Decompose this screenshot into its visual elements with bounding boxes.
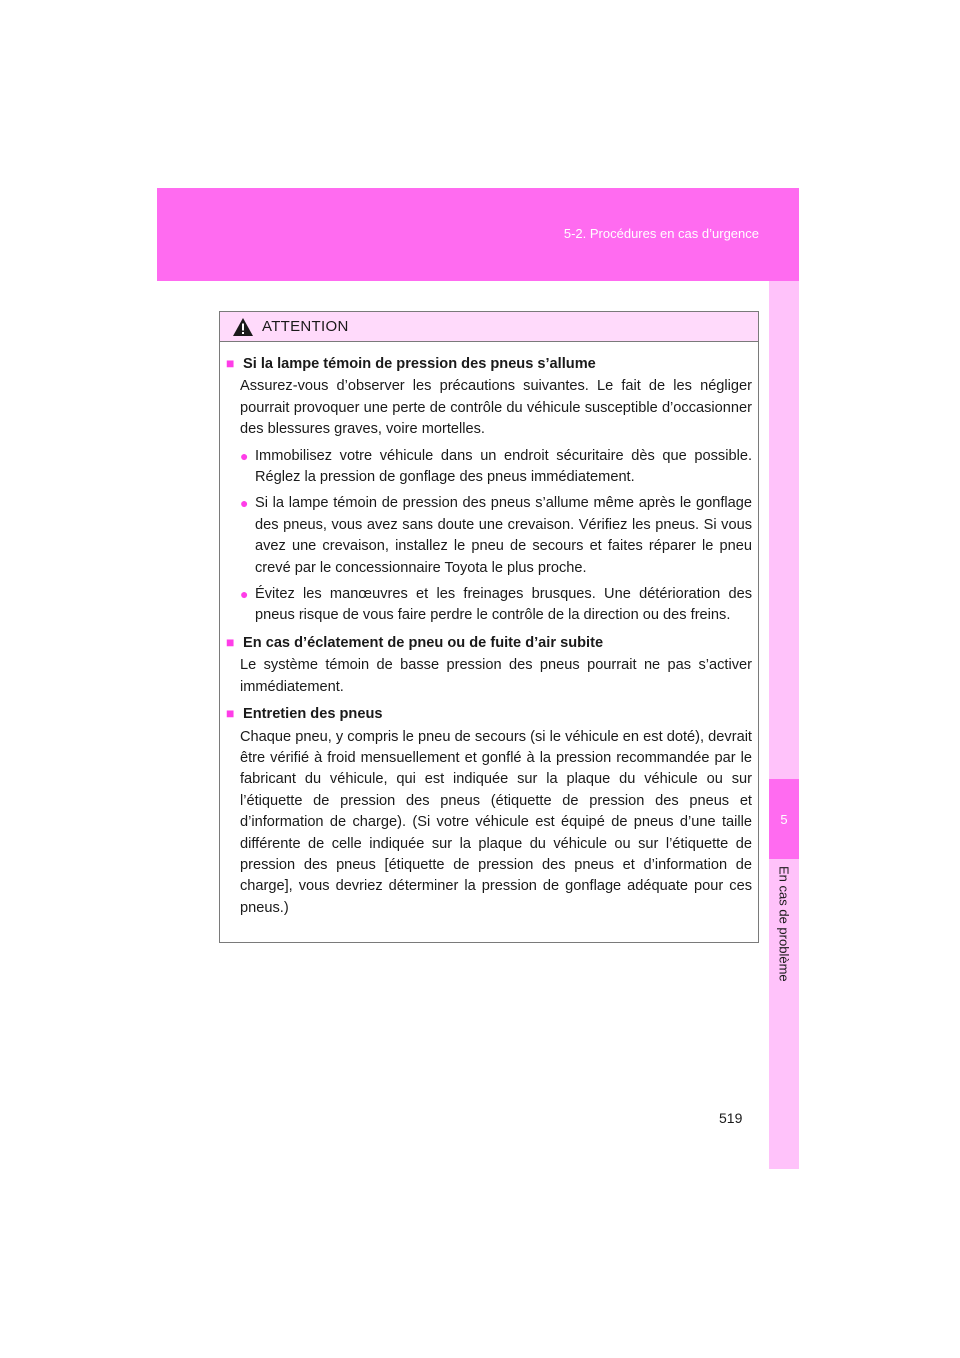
list-item [226,446,752,489]
section-title [226,353,752,375]
section-header: 5-2. Procédures en cas d’urgence [563,226,759,241]
square-bullet-icon: ■ [226,705,235,722]
warning-header [220,312,758,342]
square-bullet-icon: ■ [226,355,235,371]
section-paragraph: Assurez-vous d’observer les précautions suivantes. Le fait de les négliger pourrait provoquer une perte de contrôle du véhicule susceptible d’occasionner des blessures graves, voire mortelles. [240,378,752,438]
list-item [226,493,752,579]
section-paragraph: Le système témoin de basse pression des pneus pourrait ne pas s’activer immédiatement. [240,657,752,695]
warning-label: ATTENTION [262,318,349,335]
circle-bullet-icon: ● [240,586,249,603]
warning-triangle-icon [232,317,254,337]
section-title [226,703,752,725]
section-title-text: En cas d’éclatement de pneu ou de fuite d’air subite [243,634,604,651]
chapter-title: En cas de problème [776,866,792,982]
list-item-text: Évitez les manœuvres et les freinages brusques. Une détérioration des pneus risque de vous faire perdre le contrôle de la direction ou des freins. [255,586,752,624]
page-number: 519 [719,1110,743,1126]
warning-box [219,311,759,943]
warning-content [220,342,758,919]
circle-bullet-icon: ● [240,495,249,512]
chapter-number: 5 [780,811,788,827]
header-band [157,188,799,281]
circle-bullet-icon: ● [240,447,249,464]
list-item-text: Immobilisez votre véhicule dans un endroit sécuritaire dès que possible. Réglez la pression de gonflage des pneus immédiatement. [255,447,752,486]
section-title-text: Entretien des pneus [243,706,383,723]
list-item-text: Si la lampe témoin de pression des pneus s’allume même après le gonflage des pneus, vous avez sans doute une crevaison. Vérifiez les pneus. Si vous avez une crevaison, installez le pneu de secours et faites réparer le pneu crevé par le concessionnaire Toyota le plus proche. [255,495,752,576]
chapter-tab [769,779,799,859]
section-title-text: Si la lampe témoin de pression des pneus s’allume [243,356,596,372]
section-paragraph: Chaque pneu, y compris le pneu de secours (si le véhicule en est doté), devrait être vérifié à froid mensuellement et gonflé à la pression recommandée par le fabricant du véhicule, qui est indiquée sur la plaque du véhicule ou sur l’étiquette de pression des pneus (étiquette de pression des pneus et d’information de charge). (Si votre véhicule est équipé de pneus d’une taille différente de celle indiquée sur la plaque du véhicule ou sur l’étiquette de pression des pneus [étiquette de pression des pneus et d’information de charge], vous devriez déterminer la pression de gonflage adéquate pour ces pneus.) [240,728,752,916]
list-item [226,584,752,627]
section-title [226,632,752,654]
side-strip [769,281,799,1169]
square-bullet-icon: ■ [226,633,235,650]
